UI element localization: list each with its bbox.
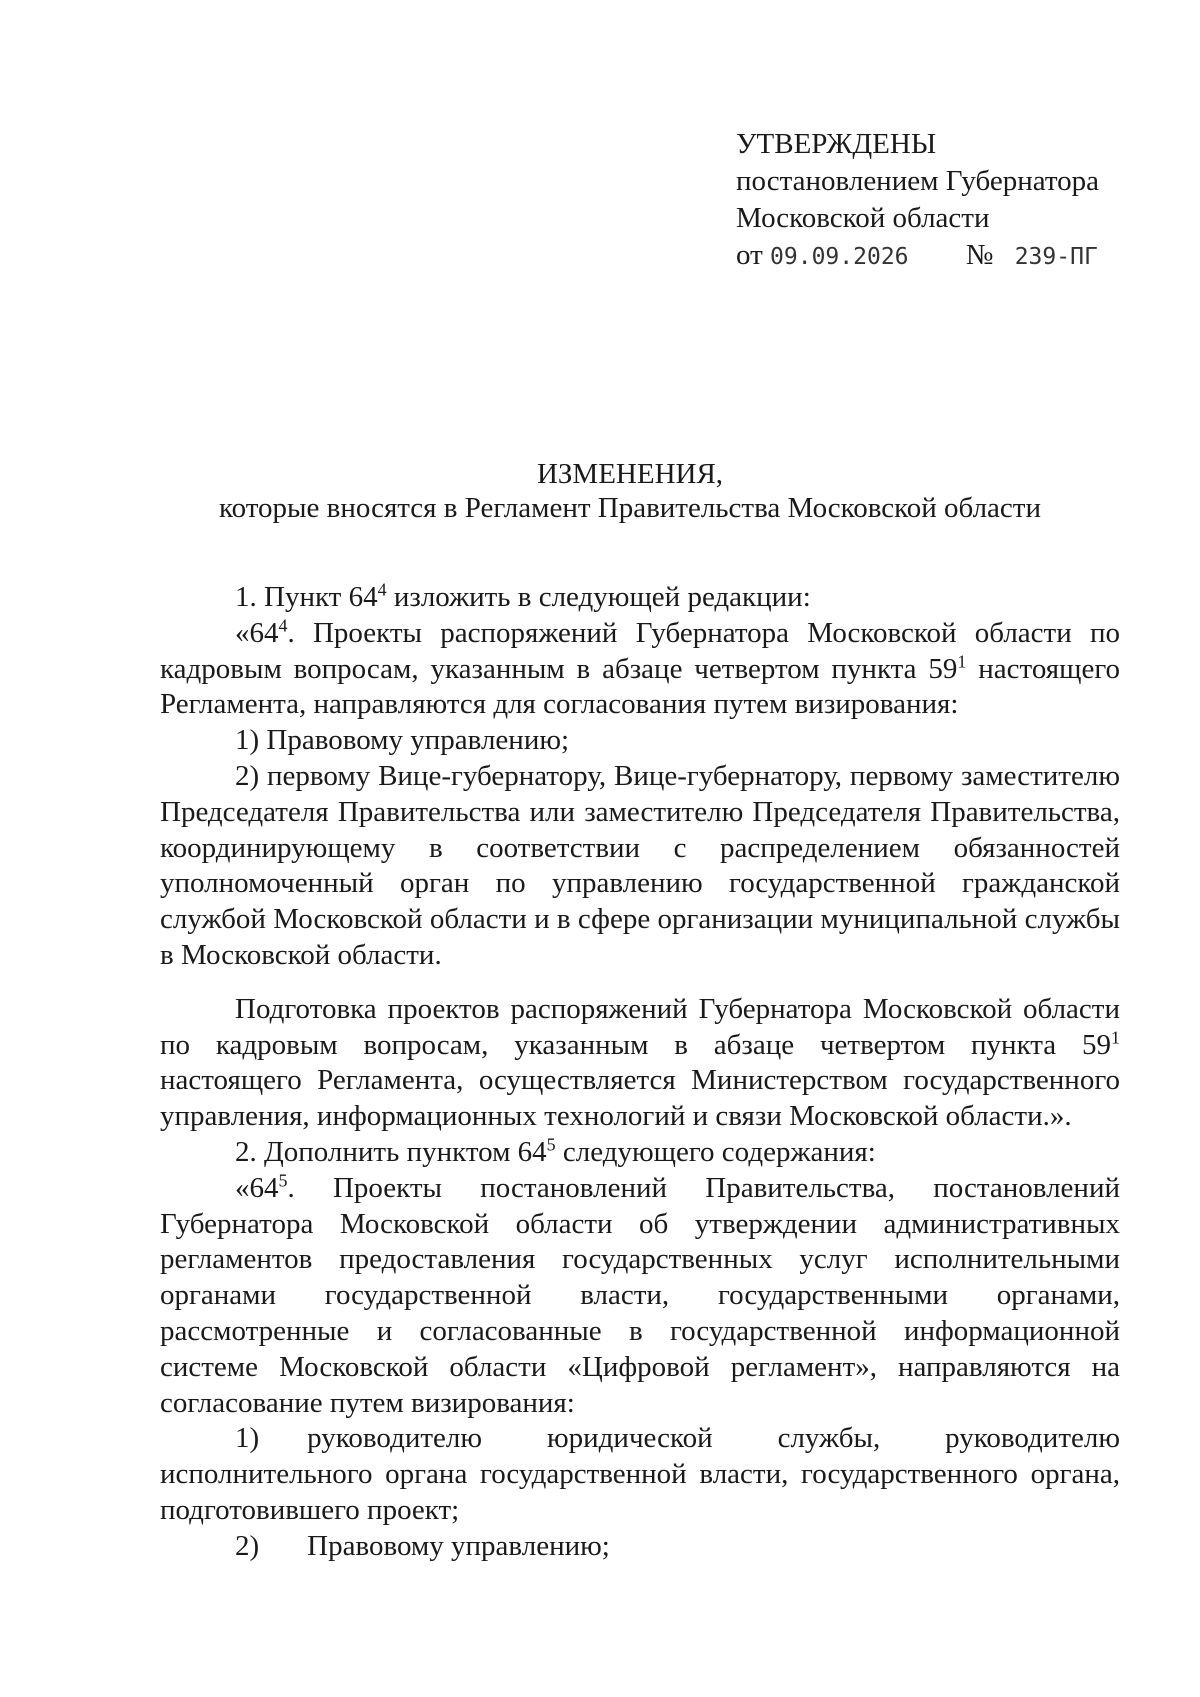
paragraph-7-text-a: «64 — [235, 1171, 279, 1204]
date-prefix: от — [736, 239, 763, 271]
document-body — [160, 580, 1120, 1565]
paragraph-1-sup: 4 — [377, 579, 387, 600]
paragraph-5-sup: 1 — [1111, 1026, 1120, 1047]
paragraph-9 — [160, 1529, 1120, 1565]
paragraph-2-text-b: . Проекты распоряжений Губернатора Московской области по кадровым вопросам, указанным в абзаце четвертом пункта 59 — [160, 616, 1120, 685]
paragraph-7-sup: 5 — [278, 1170, 288, 1191]
approval-block — [736, 126, 1099, 276]
paragraph-1-text-a: 1. Пункт 64 — [235, 581, 378, 613]
paragraph-4: 2) первому Вице-губернатору, Вице-губернатору, первому заместителю Председателя Правительства или заместителю Председателя Правительства, координирующему в соответствии с распределением обязанностей уполномоченный орган по управлению государственной гражданской службой Московской области и в сфере организации муниципальной службы в Московской области. — [160, 759, 1120, 971]
paragraph-2-sup: 4 — [278, 615, 288, 636]
paragraph-9-number: 2) — [235, 1529, 260, 1562]
paragraph-8-number: 1) — [235, 1422, 260, 1455]
paragraph-6-text-b: следующего содержания: — [555, 1135, 876, 1168]
document-subtitle: которые вносятся в Регламент Правительства Московской области — [219, 492, 1041, 524]
paragraph-5 — [160, 992, 1120, 1135]
paragraph-2-text-c: настоящего Регламента, направляются для согласования путем визирования: — [160, 652, 1120, 721]
paragraph-8 — [160, 1421, 1120, 1528]
paragraph-5-text-b: настоящего Регламента, осуществляется Министерством государственного управления, информационных технологий и связи Московской области.». — [160, 1064, 1120, 1133]
paragraph-6-text-a: 2. Дополнить пунктом 64 — [235, 1135, 547, 1168]
approval-date-line — [736, 237, 1099, 276]
approval-number: 239-ПГ — [1014, 244, 1098, 270]
paragraph-9-text: Правовому управлению; — [307, 1529, 610, 1562]
paragraph-5-text-a: Подготовка проектов распоряжений Губернатора Московской области по кадровым вопросам, указанным в абзаце четвертом пункта 59 — [160, 992, 1120, 1061]
paragraph-8-text: руководителю юридической службы, руководителю исполнительного органа государственной власти, государственного органа, подготовившего проект; — [160, 1422, 1120, 1526]
document-title: ИЗМЕНЕНИЯ, — [536, 458, 724, 490]
paragraph-2 — [160, 616, 1120, 723]
paragraph-6 — [160, 1135, 1120, 1171]
paragraph-2-sup-2: 1 — [957, 650, 967, 671]
approval-title: УТВЕРЖДЕНЫ — [736, 128, 937, 160]
paragraph-1 — [160, 580, 1120, 616]
paragraph-3: 1) Правовому управлению; — [235, 724, 570, 757]
paragraph-1-text-b: изложить в следующей редакции: — [386, 581, 811, 613]
paragraph-6-sup: 5 — [546, 1134, 556, 1155]
paragraph-7-text-b: . Проекты постановлений Правительства, постановлений Губернатора Московской области об утверждении административных регламентов предоставления государственных услуг исполнительными органами государственной власти, государственными органами, рассмотренные и согласованные в государственной информационной системе Московской области «Цифровой регламент», направляются на согласование путем визирования: — [160, 1171, 1120, 1419]
approval-date: 09.09.2026 — [770, 244, 909, 270]
approval-line-1: постановлением Губернатора — [736, 165, 1100, 197]
number-sign: № — [965, 239, 994, 271]
paragraph-2-text-a: «64 — [235, 616, 279, 649]
paragraph-7 — [160, 1171, 1120, 1422]
approval-line-2: Московской области — [736, 202, 990, 234]
